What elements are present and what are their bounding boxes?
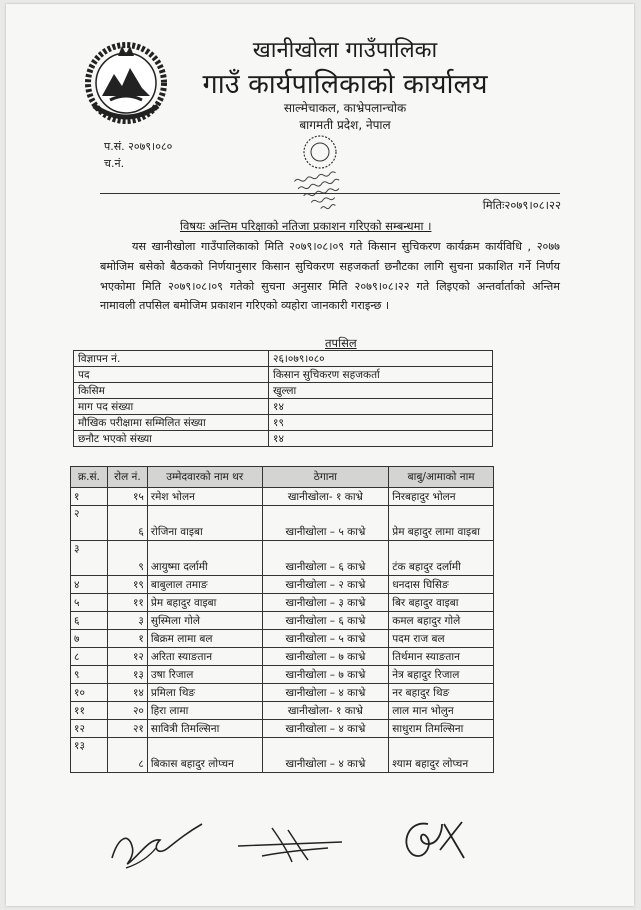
- candidate-name-cell: सुस्मिला गोले: [147, 612, 262, 630]
- serial-cell: ७: [71, 630, 108, 648]
- parent-name-cell: टंक बहादुर दर्लामी: [389, 541, 494, 576]
- table-row: [74, 383, 493, 399]
- header-name: उम्मेदवारको नाम थर: [147, 467, 262, 488]
- roll-cell: १५: [107, 488, 147, 506]
- table-row: [74, 367, 493, 383]
- address-cell: खानीखोला – ४ काभ्रे: [262, 738, 389, 773]
- roll-cell: १३: [107, 666, 147, 684]
- roll-cell: ३: [107, 612, 147, 630]
- table-row: [71, 541, 494, 576]
- info-value: २६।०७९।०८०: [269, 351, 493, 367]
- info-key: माग पद संख्या: [74, 399, 269, 415]
- municipality-name: खानीखोला गाउँपालिका: [252, 38, 438, 63]
- parent-name-cell: नेत्र बहादुर रिजाल: [389, 666, 494, 684]
- signature-1-icon: [108, 818, 208, 876]
- parent-name-cell: नर बहादुर थिङ: [389, 684, 494, 702]
- candidate-name-cell: बिकास बहादुर लोप्चन: [147, 738, 262, 773]
- serial-cell: १०: [71, 684, 108, 702]
- parent-name-cell: पदम राज बल: [389, 630, 494, 648]
- info-value: १९: [269, 415, 493, 431]
- serial-cell: १३: [71, 738, 108, 773]
- table-row: [71, 506, 494, 541]
- parent-name-cell: श्याम बहादुर लोप्चन: [389, 738, 494, 773]
- serial-cell: २: [71, 506, 108, 541]
- address-cell: खानीखोला – ७ काभ्रे: [262, 648, 389, 666]
- roll-cell: १९: [107, 576, 147, 594]
- info-key: छनौट भएको संख्या: [74, 431, 269, 447]
- vacancy-info-table: [73, 350, 493, 447]
- address-cell: खानीखोला – ६ काभ्रे: [262, 541, 389, 576]
- candidate-name-cell: बाबुलाल तमाङ: [147, 576, 262, 594]
- table-row: [71, 630, 494, 648]
- table-row: [71, 612, 494, 630]
- signature-3-icon: [398, 814, 470, 866]
- table-header-row: [71, 467, 494, 488]
- info-value: १४: [269, 399, 493, 415]
- serial-cell: ६: [71, 612, 108, 630]
- address-cell: खानीखोला – ५ काभ्रे: [262, 506, 389, 541]
- candidate-name-cell: सावित्री तिमल्सिना: [147, 720, 262, 738]
- serial-cell: १: [71, 488, 108, 506]
- info-value: किसान सुचिकरण सहजकर्ता: [269, 367, 493, 383]
- header-roll: रोल नं.: [107, 467, 147, 488]
- info-key: विज्ञापन नं.: [74, 351, 269, 367]
- dispatch-number: च.नं.: [104, 157, 125, 170]
- address-line-2: बागमती प्रदेश, नेपाल: [299, 118, 391, 132]
- letter-number: प.सं. २०७९।०८०: [104, 140, 173, 153]
- table-row: [71, 576, 494, 594]
- serial-cell: १२: [71, 720, 108, 738]
- table-row: [74, 399, 493, 415]
- candidate-name-cell: बिक्रम लामा बल: [147, 630, 262, 648]
- table-row: [71, 720, 494, 738]
- header-parent: बाबु/आमाको नाम: [389, 467, 494, 488]
- parent-name-cell: बिर बहादुर वाइबा: [389, 594, 494, 612]
- address-cell: खानीखोला – २ काभ्रे: [262, 576, 389, 594]
- table-row: [74, 351, 493, 367]
- serial-cell: ११: [71, 702, 108, 720]
- roll-cell: २०: [107, 702, 147, 720]
- roll-cell: ६: [107, 506, 147, 541]
- address-cell: खानीखोला – ४ काभ्रे: [262, 684, 389, 702]
- serial-cell: ४: [71, 576, 108, 594]
- parent-name-cell: धनदास घिसिङ: [389, 576, 494, 594]
- candidate-name-cell: हिरा लामा: [147, 702, 262, 720]
- address-cell: खानीखोला- १ काभ्रे: [262, 488, 389, 506]
- serial-cell: ३: [71, 541, 108, 576]
- body-paragraph: यस खानीखोला गाउँपालिकाको मिति २०७९।०८।०९ गते किसान सुचिकरण कार्यक्रम कार्यविधि , २०७७ बमोजिम बसेको बैठकको निर्णयानुसार किसान सुचिकरण सहजकर्ता छनौटका लागि सुचना प्रकाशित गर्ने निर्णय भएकोमा मिति २०७९।०८।०९ गतेको सुचना अनुसार मिति २०७९।०८।२२ गते लिइएको अन्तर्वार्ताको अन्तिम नामावली तपसिल बमोजिम प्रकाशन गरिएको व्यहोरा जानकारी गराइन्छ ।: [100, 240, 560, 313]
- signature-2-icon: [232, 822, 352, 870]
- roll-cell: १४: [107, 684, 147, 702]
- table-row: [74, 431, 493, 447]
- parent-name-cell: निरबहादुर भोलन: [389, 488, 494, 506]
- header-divider: [100, 193, 560, 194]
- address-cell: खानीखोला – ५ काभ्रे: [262, 630, 389, 648]
- candidate-name-cell: अरिता स्याङतान: [147, 648, 262, 666]
- address-cell: खानीखोला- १ काभ्रे: [262, 702, 389, 720]
- candidate-name-cell: रोजिना वाइबा: [147, 506, 262, 541]
- letter-date: मितिः२०७९।०८।२२: [482, 198, 561, 212]
- address-cell: खानीखोला – ६ काभ्रे: [262, 612, 389, 630]
- parent-name-cell: प्रेम बहादुर लामा वाइबा: [389, 506, 494, 541]
- address-line-1: साल्मेचाकल, काभ्रेपलान्चोक: [283, 101, 407, 115]
- table-row: [71, 684, 494, 702]
- candidate-name-cell: उषा रिजाल: [147, 666, 262, 684]
- table-row: [71, 648, 494, 666]
- results-table: [70, 466, 494, 773]
- info-key: पद: [74, 367, 269, 383]
- address-cell: खानीखोला – ७ काभ्रे: [262, 666, 389, 684]
- table-row: [71, 488, 494, 506]
- table-row: [71, 702, 494, 720]
- address-cell: खानीखोला – ४ काभ्रे: [262, 720, 389, 738]
- table-row: [74, 415, 493, 431]
- table-row: [71, 738, 494, 773]
- official-stamp-icon: [290, 130, 372, 214]
- section-title: तपसिल: [325, 336, 357, 350]
- roll-cell: १२: [107, 648, 147, 666]
- table-row: [71, 666, 494, 684]
- serial-cell: ५: [71, 594, 108, 612]
- info-value: खुल्ला: [269, 383, 493, 399]
- candidate-name-cell: प्रमिला थिङ: [147, 684, 262, 702]
- parent-name-cell: साधुराम तिमल्सिना: [389, 720, 494, 738]
- serial-cell: ९: [71, 666, 108, 684]
- info-value: १४: [269, 431, 493, 447]
- serial-cell: ८: [71, 648, 108, 666]
- header-serial: क्र.सं.: [71, 467, 108, 488]
- candidate-name-cell: प्रेम बहादुर वाइबा: [147, 594, 262, 612]
- header-address: ठेगाना: [262, 467, 389, 488]
- parent-name-cell: लाल मान भोलुन: [389, 702, 494, 720]
- roll-cell: २१: [107, 720, 147, 738]
- roll-cell: १: [107, 630, 147, 648]
- parent-name-cell: कमल बहादुर गोले: [389, 612, 494, 630]
- nepal-emblem-icon: [80, 36, 172, 128]
- roll-cell: ९: [107, 541, 147, 576]
- candidate-name-cell: रमेश भोलन: [147, 488, 262, 506]
- table-row: [71, 594, 494, 612]
- roll-cell: ८: [107, 738, 147, 773]
- office-name: गाउँ कार्यपालिकाको कार्यालय: [202, 69, 488, 100]
- info-key: किसिम: [74, 383, 269, 399]
- info-key: मौखिक परीक्षामा सम्मिलित संख्या: [74, 415, 269, 431]
- candidate-name-cell: आयुष्मा दर्लामी: [147, 541, 262, 576]
- parent-name-cell: तिर्थमान स्याङतान: [389, 648, 494, 666]
- address-cell: खानीखोला – ३ काभ्रे: [262, 594, 389, 612]
- roll-cell: ११: [107, 594, 147, 612]
- subject-line: विषयः अन्तिम परिक्षाको नतिजा प्रकाशन गरिएको सम्बन्धमा ।: [180, 219, 432, 233]
